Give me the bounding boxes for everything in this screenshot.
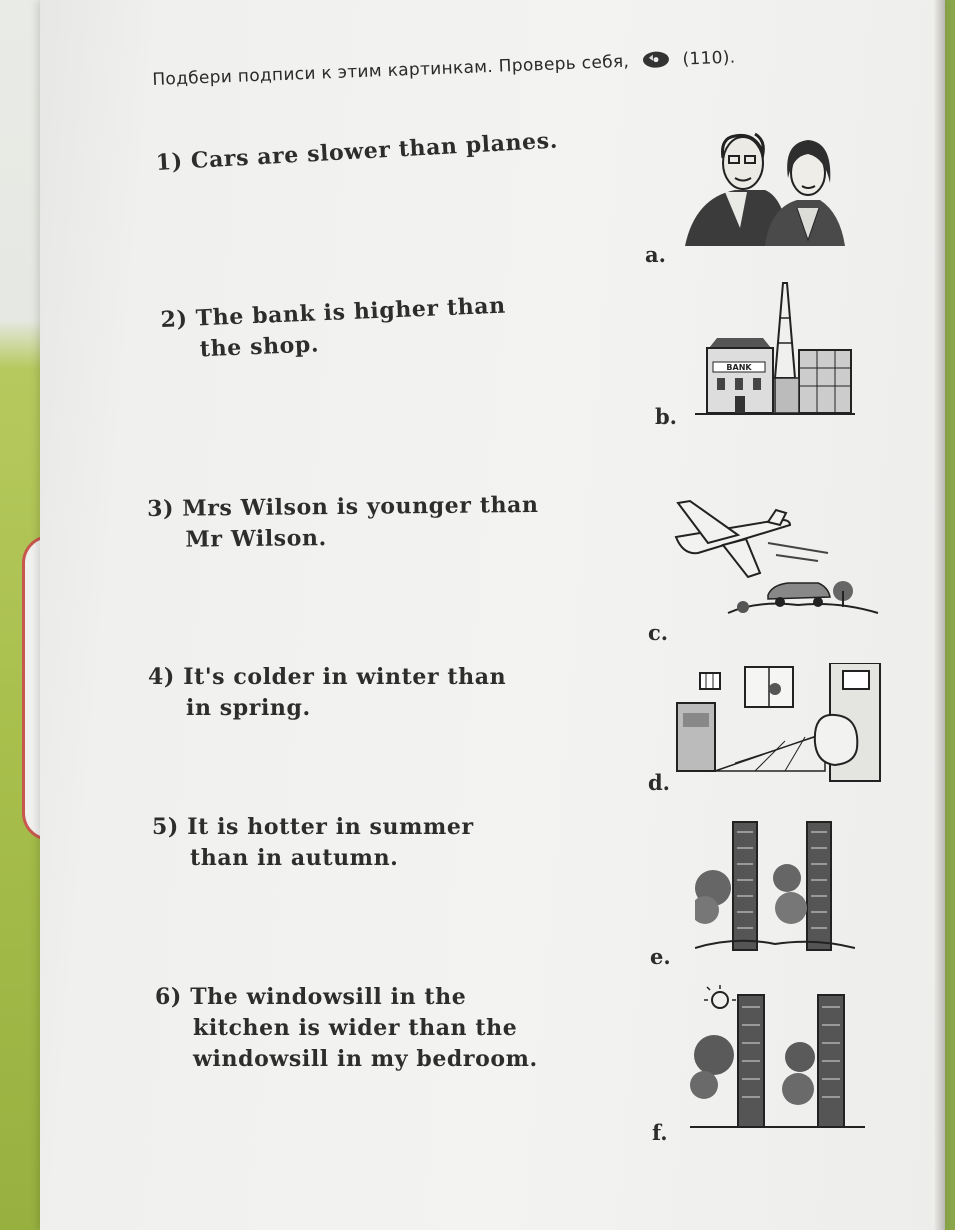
bank-and-shop-picture (695, 278, 855, 418)
kitchen-and-bedroom-picture (675, 663, 885, 783)
sentence-number: 3) (147, 495, 175, 522)
picture-letter-f: f. (652, 1120, 668, 1145)
sentence-text: Cars are slower than planes. (190, 127, 559, 174)
sentence-3 (147, 490, 539, 556)
autumn-buildings-picture (690, 985, 865, 1135)
couple-picture (685, 128, 845, 246)
instruction-reference: (110). (682, 47, 736, 70)
bank-sign: BANK (726, 363, 752, 372)
sentence-text-line2: Mr Wilson. (185, 525, 327, 553)
picture-letter-d: d. (648, 770, 670, 795)
cd-icon (640, 50, 671, 69)
picture-letter-c: c. (648, 620, 669, 645)
plane-and-car-picture (668, 495, 883, 630)
page-edge (933, 0, 945, 1230)
picture-letter-a: a. (645, 242, 666, 267)
sentence-number: 4) (148, 664, 175, 690)
sentence-text-line2: in spring. (186, 695, 311, 721)
instruction-text: Подбери подписи к этим картинкам. Проверь себя, (152, 51, 630, 90)
picture-letter-e: e. (650, 944, 671, 969)
sentence-6 (155, 982, 538, 1075)
summer-buildings-picture (695, 818, 855, 958)
sentence-number: 1) (155, 148, 184, 176)
sentence-text-line2: than in autumn. (190, 845, 399, 871)
sentence-text: The windowsill in the (190, 984, 467, 1010)
sentence-number: 2) (160, 305, 189, 333)
sentence-text-line2: kitchen is wider than the (193, 1015, 518, 1041)
sentence-number: 6) (155, 984, 182, 1010)
sentence-text: Mrs Wilson is younger than (182, 491, 539, 522)
sentence-text: The bank is higher than (195, 292, 507, 332)
sentence-text: It's colder in winter than (183, 664, 507, 690)
sentence-4 (148, 662, 506, 724)
sentence-number: 5) (152, 814, 179, 840)
sentence-5 (152, 812, 474, 874)
sentence-text-line3: windowsill in my bedroom. (193, 1046, 538, 1072)
sentence-text-line2: the shop. (199, 331, 320, 363)
picture-letter-b: b. (655, 404, 677, 429)
sentence-text: It is hotter in summer (187, 814, 474, 840)
